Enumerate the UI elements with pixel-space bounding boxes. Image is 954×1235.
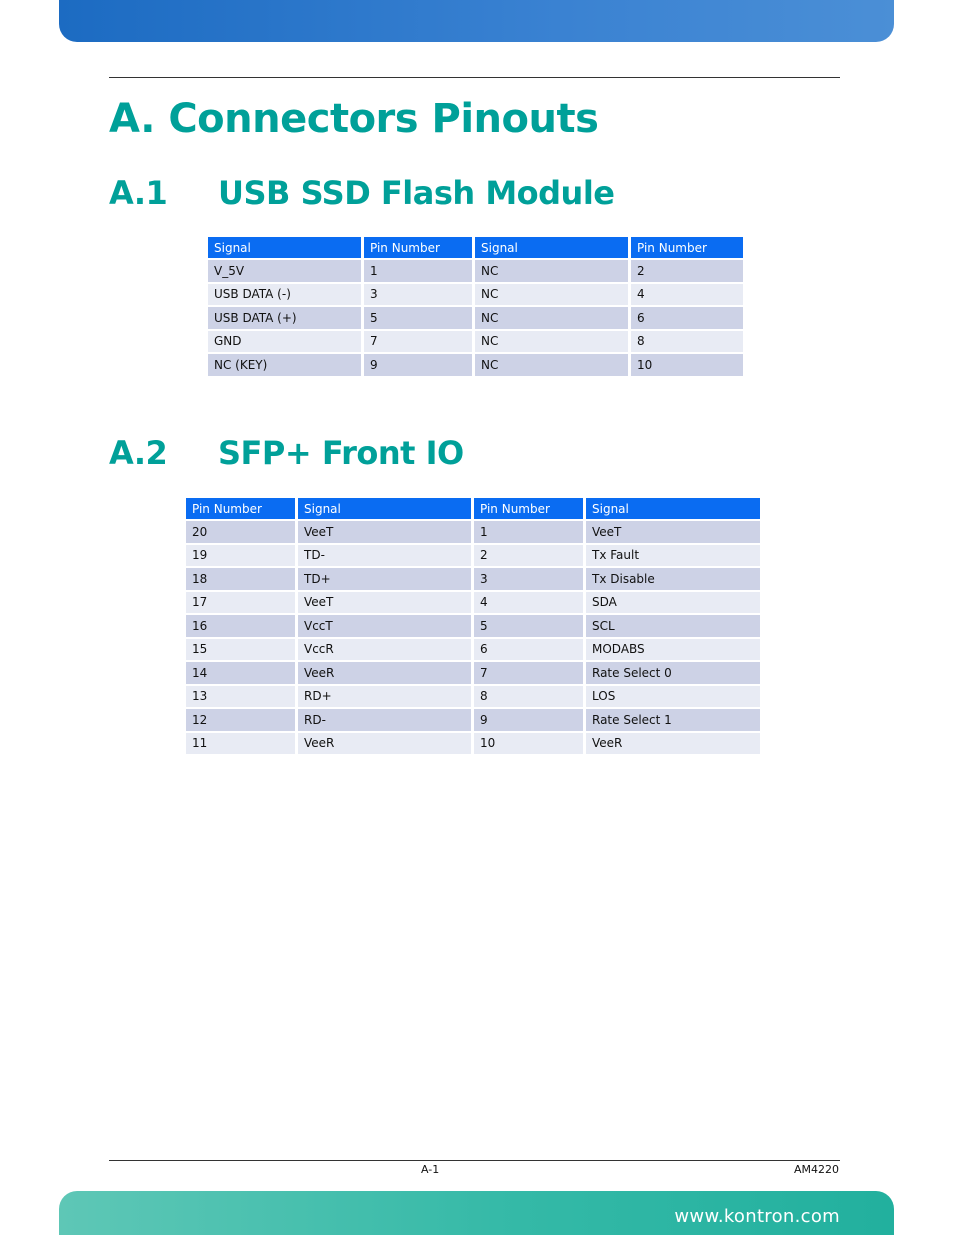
table-cell: TD- bbox=[298, 545, 471, 567]
table-header-row bbox=[208, 237, 743, 258]
table-cell: 7 bbox=[364, 331, 472, 353]
table-cell: 2 bbox=[474, 545, 583, 567]
section-heading: USB SSD Flash Module bbox=[218, 174, 615, 212]
table-cell: RD+ bbox=[298, 686, 471, 708]
table-cell: LOS bbox=[586, 686, 760, 708]
usb-ssd-pinout-table bbox=[205, 235, 746, 378]
table-row bbox=[186, 733, 760, 755]
chapter-title: A. Connectors Pinouts bbox=[109, 96, 599, 142]
column-header: Pin Number bbox=[474, 498, 583, 519]
table-cell: SDA bbox=[586, 592, 760, 614]
table-cell: VeeR bbox=[586, 733, 760, 755]
table-row bbox=[186, 545, 760, 567]
table-row bbox=[208, 354, 743, 376]
table-cell: 2 bbox=[631, 260, 743, 282]
table-cell: 6 bbox=[474, 639, 583, 661]
table-cell: MODABS bbox=[586, 639, 760, 661]
column-header: Signal bbox=[475, 237, 628, 258]
table-row bbox=[186, 568, 760, 590]
table-cell: NC bbox=[475, 260, 628, 282]
table-row bbox=[186, 709, 760, 731]
table-cell: VccR bbox=[298, 639, 471, 661]
table-cell: 10 bbox=[474, 733, 583, 755]
table-cell: 10 bbox=[631, 354, 743, 376]
table-cell: USB DATA (+) bbox=[208, 307, 361, 329]
header-rule bbox=[109, 77, 840, 78]
top-banner bbox=[59, 0, 894, 42]
table-cell: 9 bbox=[364, 354, 472, 376]
table-row bbox=[186, 662, 760, 684]
table-cell: NC bbox=[475, 354, 628, 376]
table-row bbox=[208, 260, 743, 282]
column-header: Signal bbox=[586, 498, 760, 519]
table-cell: 4 bbox=[474, 592, 583, 614]
table-cell: USB DATA (-) bbox=[208, 284, 361, 306]
column-header: Signal bbox=[208, 237, 361, 258]
table-cell: Tx Fault bbox=[586, 545, 760, 567]
footer-rule bbox=[109, 1160, 840, 1161]
table-cell: 1 bbox=[364, 260, 472, 282]
page-number: A-1 bbox=[421, 1163, 440, 1176]
table-cell: 14 bbox=[186, 662, 295, 684]
table-cell: 11 bbox=[186, 733, 295, 755]
table-cell: 15 bbox=[186, 639, 295, 661]
table-cell: 8 bbox=[631, 331, 743, 353]
table-cell: NC bbox=[475, 284, 628, 306]
table-cell: 20 bbox=[186, 521, 295, 543]
column-header: Pin Number bbox=[364, 237, 472, 258]
table-cell: VeeT bbox=[298, 521, 471, 543]
table-cell: 6 bbox=[631, 307, 743, 329]
section-number: A.2 bbox=[109, 434, 168, 472]
table-cell: V_5V bbox=[208, 260, 361, 282]
table-cell: 5 bbox=[474, 615, 583, 637]
table-cell: Tx Disable bbox=[586, 568, 760, 590]
table-cell: 5 bbox=[364, 307, 472, 329]
table-row bbox=[186, 592, 760, 614]
table-cell: RD- bbox=[298, 709, 471, 731]
table-cell: NC (KEY) bbox=[208, 354, 361, 376]
table-cell: 8 bbox=[474, 686, 583, 708]
table-cell: 12 bbox=[186, 709, 295, 731]
table-cell: TD+ bbox=[298, 568, 471, 590]
table-row bbox=[186, 686, 760, 708]
table-row bbox=[208, 331, 743, 353]
table-cell: 1 bbox=[474, 521, 583, 543]
website-link[interactable]: www.kontron.com bbox=[674, 1206, 840, 1227]
table-cell: NC bbox=[475, 331, 628, 353]
table-cell: VeeT bbox=[298, 592, 471, 614]
column-header: Pin Number bbox=[631, 237, 743, 258]
table-cell: NC bbox=[475, 307, 628, 329]
sfp-pinout-table bbox=[183, 496, 763, 756]
table-row bbox=[186, 521, 760, 543]
table-cell: 3 bbox=[474, 568, 583, 590]
table-cell: Rate Select 1 bbox=[586, 709, 760, 731]
table-cell: VccT bbox=[298, 615, 471, 637]
table-cell: 16 bbox=[186, 615, 295, 637]
document-id: AM4220 bbox=[793, 1163, 839, 1176]
table-cell: 17 bbox=[186, 592, 295, 614]
table-cell: 3 bbox=[364, 284, 472, 306]
table-cell: GND bbox=[208, 331, 361, 353]
table-cell: VeeR bbox=[298, 733, 471, 755]
column-header: Pin Number bbox=[186, 498, 295, 519]
section-heading: SFP+ Front IO bbox=[218, 434, 464, 472]
table-cell: 7 bbox=[474, 662, 583, 684]
table-row bbox=[208, 284, 743, 306]
table-header-row bbox=[186, 498, 760, 519]
table-cell: 4 bbox=[631, 284, 743, 306]
table-cell: 13 bbox=[186, 686, 295, 708]
table-cell: 18 bbox=[186, 568, 295, 590]
table-cell: VeeT bbox=[586, 521, 760, 543]
table-cell: 19 bbox=[186, 545, 295, 567]
table-cell: 9 bbox=[474, 709, 583, 731]
section-number: A.1 bbox=[109, 174, 168, 212]
column-header: Signal bbox=[298, 498, 471, 519]
table-row bbox=[186, 615, 760, 637]
bottom-banner bbox=[59, 1191, 894, 1235]
section-title-sfp-front-io bbox=[109, 434, 464, 472]
table-cell: SCL bbox=[586, 615, 760, 637]
table-cell: VeeR bbox=[298, 662, 471, 684]
section-title-usb-ssd bbox=[109, 174, 615, 212]
table-row bbox=[208, 307, 743, 329]
table-cell: Rate Select 0 bbox=[586, 662, 760, 684]
table-row bbox=[186, 639, 760, 661]
